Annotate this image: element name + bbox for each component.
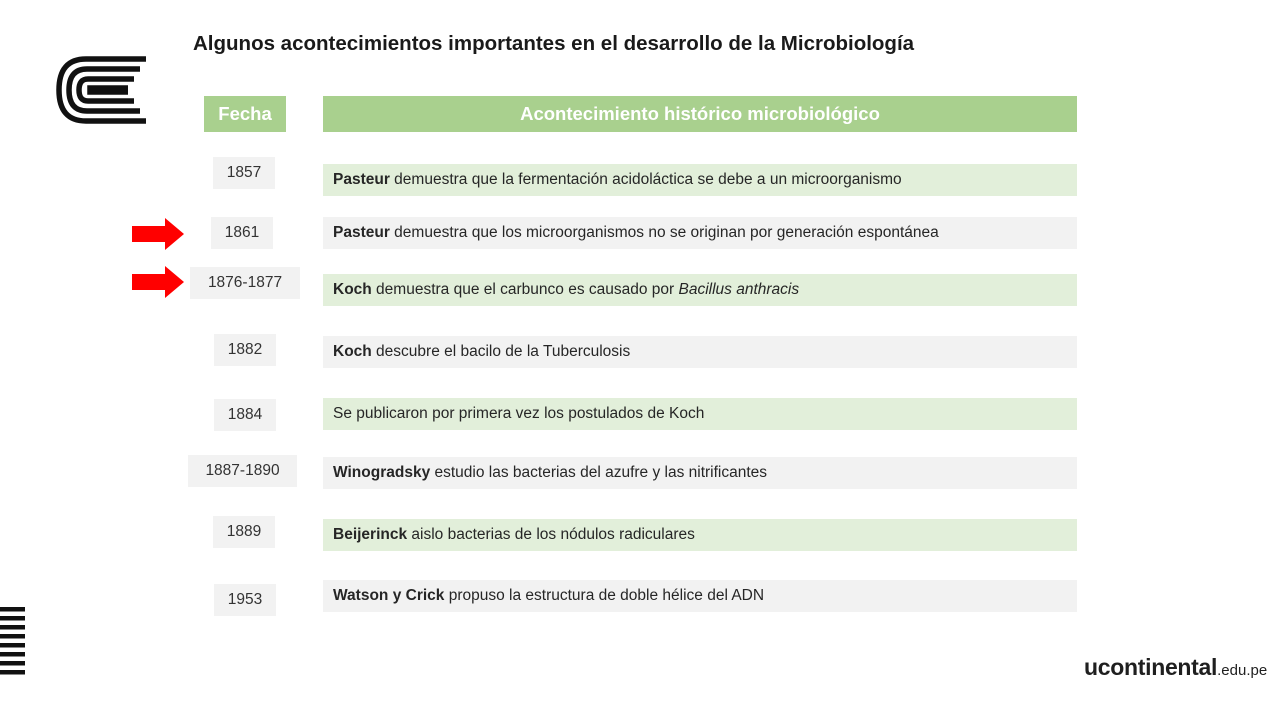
event-cell [323, 274, 1077, 306]
event-text: Se publicaron por primera vez los postulados de Koch [333, 405, 705, 422]
header-event: Acontecimiento histórico microbiológico [323, 96, 1077, 132]
brand-main: ucontinental [1084, 654, 1218, 680]
event-cell [323, 457, 1077, 489]
event-subject: Pasteur [333, 171, 390, 188]
event-cell [323, 580, 1077, 612]
event-subject: Koch [333, 343, 372, 360]
event-subject: Watson y Crick [333, 587, 445, 604]
event-text: demuestra que la fermentación acidoláctica se debe a un microorganismo [389, 171, 902, 188]
date-cell: 1861 [211, 217, 273, 249]
event-text: demuestra que el carbunco es causado por [371, 281, 679, 298]
date-cell: 1857 [213, 157, 275, 189]
header-date: Fecha [204, 96, 286, 132]
event-subject: Koch [333, 281, 372, 298]
date-cell: 1953 [214, 584, 276, 616]
event-text: descubre el bacilo de la Tuberculosis [371, 343, 631, 360]
event-cell [323, 519, 1077, 551]
event-text: propuso la estructura de doble hélice del ADN [444, 587, 765, 604]
event-cell [323, 217, 1077, 249]
red-arrow-icon [131, 265, 185, 299]
event-text: demuestra que los microorganismos no se originan por generación espontánea [389, 224, 939, 241]
date-cell: 1889 [213, 516, 275, 548]
event-cell [323, 398, 1077, 430]
event-subject: Beijerinck [333, 526, 408, 543]
brand-wordmark [1084, 654, 1267, 681]
brand-suffix: .edu.pe [1217, 662, 1268, 679]
event-species: Bacillus anthracis [678, 281, 800, 298]
event-cell [323, 336, 1077, 368]
date-cell: 1884 [214, 399, 276, 431]
continental-logo-icon [56, 56, 148, 124]
event-subject: Pasteur [333, 224, 390, 241]
red-arrow-icon [131, 217, 185, 251]
date-cell: 1882 [214, 334, 276, 366]
event-text: estudio las bacterias del azufre y las nitrificantes [430, 464, 768, 481]
date-cell: 1887-1890 [188, 455, 297, 487]
date-cell: 1876-1877 [190, 267, 300, 299]
stripes-logo-icon [0, 607, 26, 675]
event-text: aislo bacterias de los nódulos radiculares [407, 526, 695, 543]
event-subject: Winogradsky [333, 464, 431, 481]
page-title: Algunos acontecimientos importantes en el desarrollo de la Microbiología [193, 32, 915, 55]
event-cell [323, 164, 1077, 196]
